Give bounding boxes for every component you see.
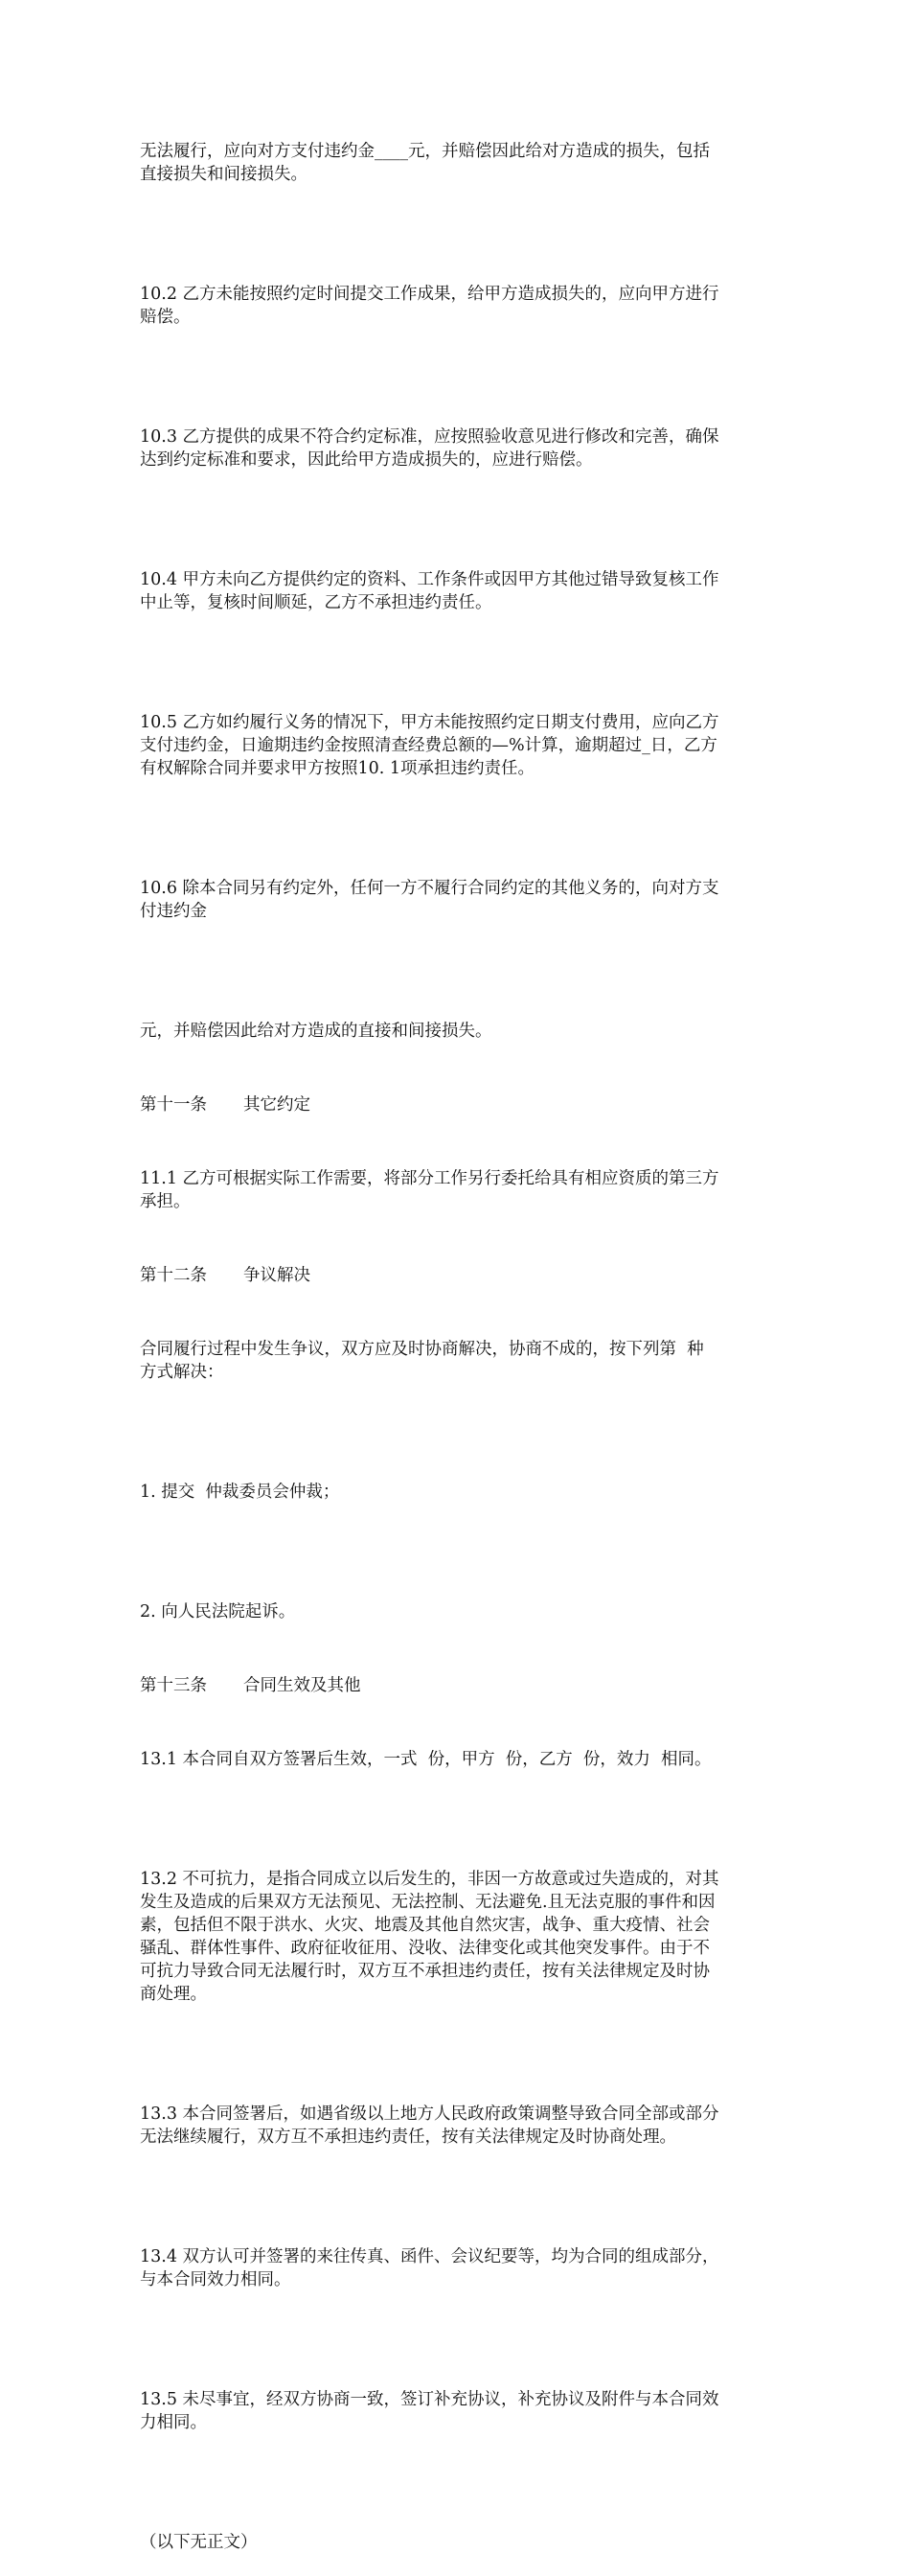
dispute-resolution-text: 合同履行过程中发生争议，双方应及时协商解决，协商不成的，按下列第 种 方式解决： — [140, 1340, 704, 1382]
clause-13-1: 13.1 本合同自双方签署后生效，一式 份，甲方 份，乙方 份，效力 相同。 — [140, 1750, 712, 1769]
dispute-option-1: 1. 提交 仲裁委员会仲裁； — [140, 1483, 340, 1502]
clause-10-2: 10.2 乙方未能按照约定时间提交工作成果，给甲方造成损失的，应向甲方进行 赔偿。 — [140, 285, 719, 327]
clause-10-6-continued: 元，并赔偿因此给对方造成的直接和间接损失。 — [140, 1022, 492, 1041]
document-page — [140, 94, 772, 2576]
dispute-option-2: 2. 向人民法院起诉。 — [140, 1602, 296, 1622]
clause-13-2: 13.2 不可抗力，是指合同成立以后发生的，非因一方故意或过失造成的，对其 发生及造成的后果双方无法预见、无法控制、无法避免.且无法克服的事件和因 素，包括但不限于洪水、火灾、地震及其他自然灾害，战争、重大疫情、社会 骚乱、群体性事件、政府征收征用、没收、法律变化或其他突发事件。由于不 可抗力导致合同无法履行时，双方互不承担违约责任，按有关法律规定及时协 商处理。 — [140, 1870, 719, 2004]
clause-13-5: 13.5 未尽事宜，经双方协商一致，签订补充协议，补充协议及附件与本合同效 力相同。 — [140, 2390, 719, 2432]
clause-10-4: 10.4 甲方未向乙方提供约定的资料、工作条件或因甲方其他过错导致复核工作 中止等，复核时间顺延，乙方不承担违约责任。 — [140, 570, 719, 612]
article-13-heading: 第十三条 合同生效及其他 — [140, 1676, 361, 1695]
clause-11-1: 11.1 乙方可根据实际工作需要，将部分工作另行委托给具有相应资质的第三方 承担。 — [140, 1169, 719, 1211]
article-11-heading: 第十一条 其它约定 — [140, 1095, 310, 1115]
clause-10-1-continued: 无法履行，应向对方支付违约金____元，并赔偿因此给对方造成的损失，包括 直接损失和间接损失。 — [140, 142, 710, 184]
article-12-heading: 第十二条 争议解决 — [140, 1266, 310, 1285]
clause-10-6: 10.6 除本合同另有约定外，任何一方不履行合同约定的其他义务的，向对方支 付违约金 — [140, 879, 719, 921]
clause-10-5: 10.5 乙方如约履行义务的情况下，甲方未能按照约定日期支付费用，应向乙方 支付违约金，日逾期违约金按照清查经费总额的—%计算，逾期超过_日，乙方 有权解除合同并要求甲方按照10. 1项承担违约责任。 — [140, 713, 719, 778]
clause-13-4: 13.4 双方认可并签署的来往传真、函件、会议纪要等，均为合同的组成部分， 与本合同效力相同。 — [140, 2247, 719, 2289]
end-of-text-note: （以下无正文） — [140, 2533, 258, 2552]
clause-13-3: 13.3 本合同签署后，如遇省级以上地方人民政府政策调整导致合同全部或部分 无法继续履行，双方互不承担违约责任，按有关法律规定及时协商处理。 — [140, 2104, 719, 2147]
clause-10-3: 10.3 乙方提供的成果不符合约定标准，应按照验收意见进行修改和完善，确保 达到约定标准和要求，因此给甲方造成损失的，应进行赔偿。 — [140, 427, 719, 470]
